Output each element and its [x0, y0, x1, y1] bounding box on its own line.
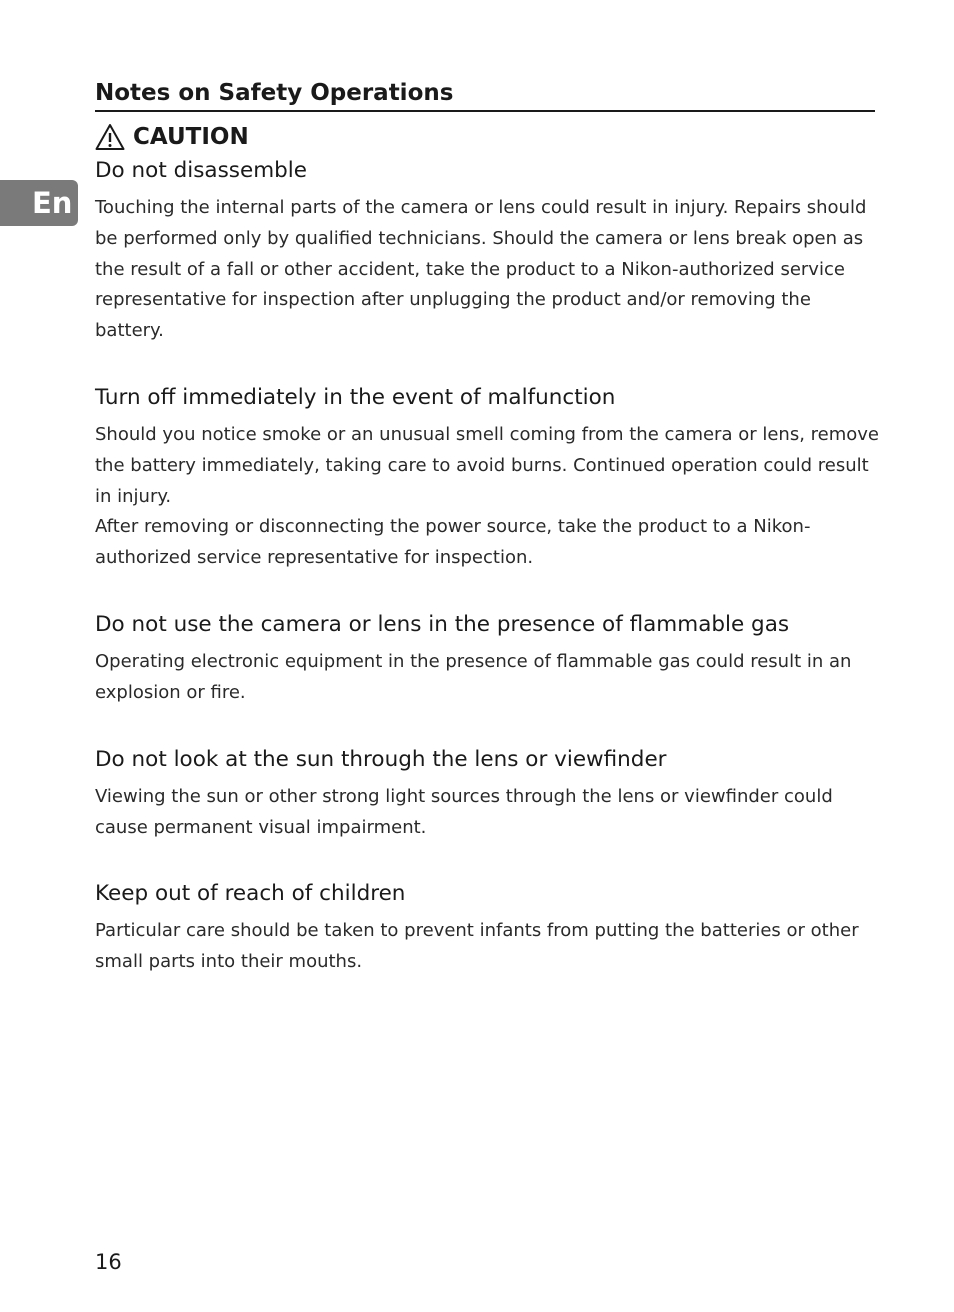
section-paragraph: Particular care should be taken to prevent infants from putting the batteries or other small parts into their mouths. [95, 920, 859, 972]
page-number: 16 [95, 1250, 122, 1274]
section-heading: Turn off immediately in the event of malfunction [95, 385, 616, 410]
warning-triangle-icon [95, 123, 125, 151]
section-paragraph: Should you notice smoke or an unusual smell coming from the camera or lens, remove the battery immediately, taking care to avoid burns. Continued operation could result in injury. [95, 424, 879, 507]
caution-label: CAUTION [133, 124, 249, 150]
section-paragraph: After removing or disconnecting the power source, take the product to a Nikon-authorized service representative for inspection. [95, 516, 811, 569]
page-title: Notes on Safety Operations [95, 76, 875, 112]
section-heading: Keep out of reach of children [95, 881, 406, 906]
section-heading: Do not look at the sun through the lens or viewfinder [95, 747, 667, 772]
section-flammable-gas [95, 609, 885, 709]
section-paragraph: Operating electronic equipment in the presence of flammable gas could result in an explosion or fire. [95, 651, 852, 703]
section-malfunction [95, 382, 885, 574]
section-heading: Do not disassemble [95, 158, 308, 183]
caution-heading [95, 120, 249, 154]
section-heading: Do not use the camera or lens in the presence of flammable gas [95, 612, 790, 637]
section-paragraph: Viewing the sun or other strong light sources through the lens or viewfinder could cause permanent visual impairment. [95, 786, 833, 838]
section-sun-warning [95, 744, 885, 844]
section-paragraph: Touching the internal parts of the camera or lens could result in injury. Repairs should be performed only by qualified technicians. Should the camera or lens break open as the result of a fall or other accident, take the product to a Nikon-authorized service representative for inspection after unplugging the product and/or removing the battery. [95, 197, 867, 342]
language-tab: En [0, 180, 78, 226]
section-disassemble [95, 155, 885, 347]
section-children [95, 878, 885, 978]
